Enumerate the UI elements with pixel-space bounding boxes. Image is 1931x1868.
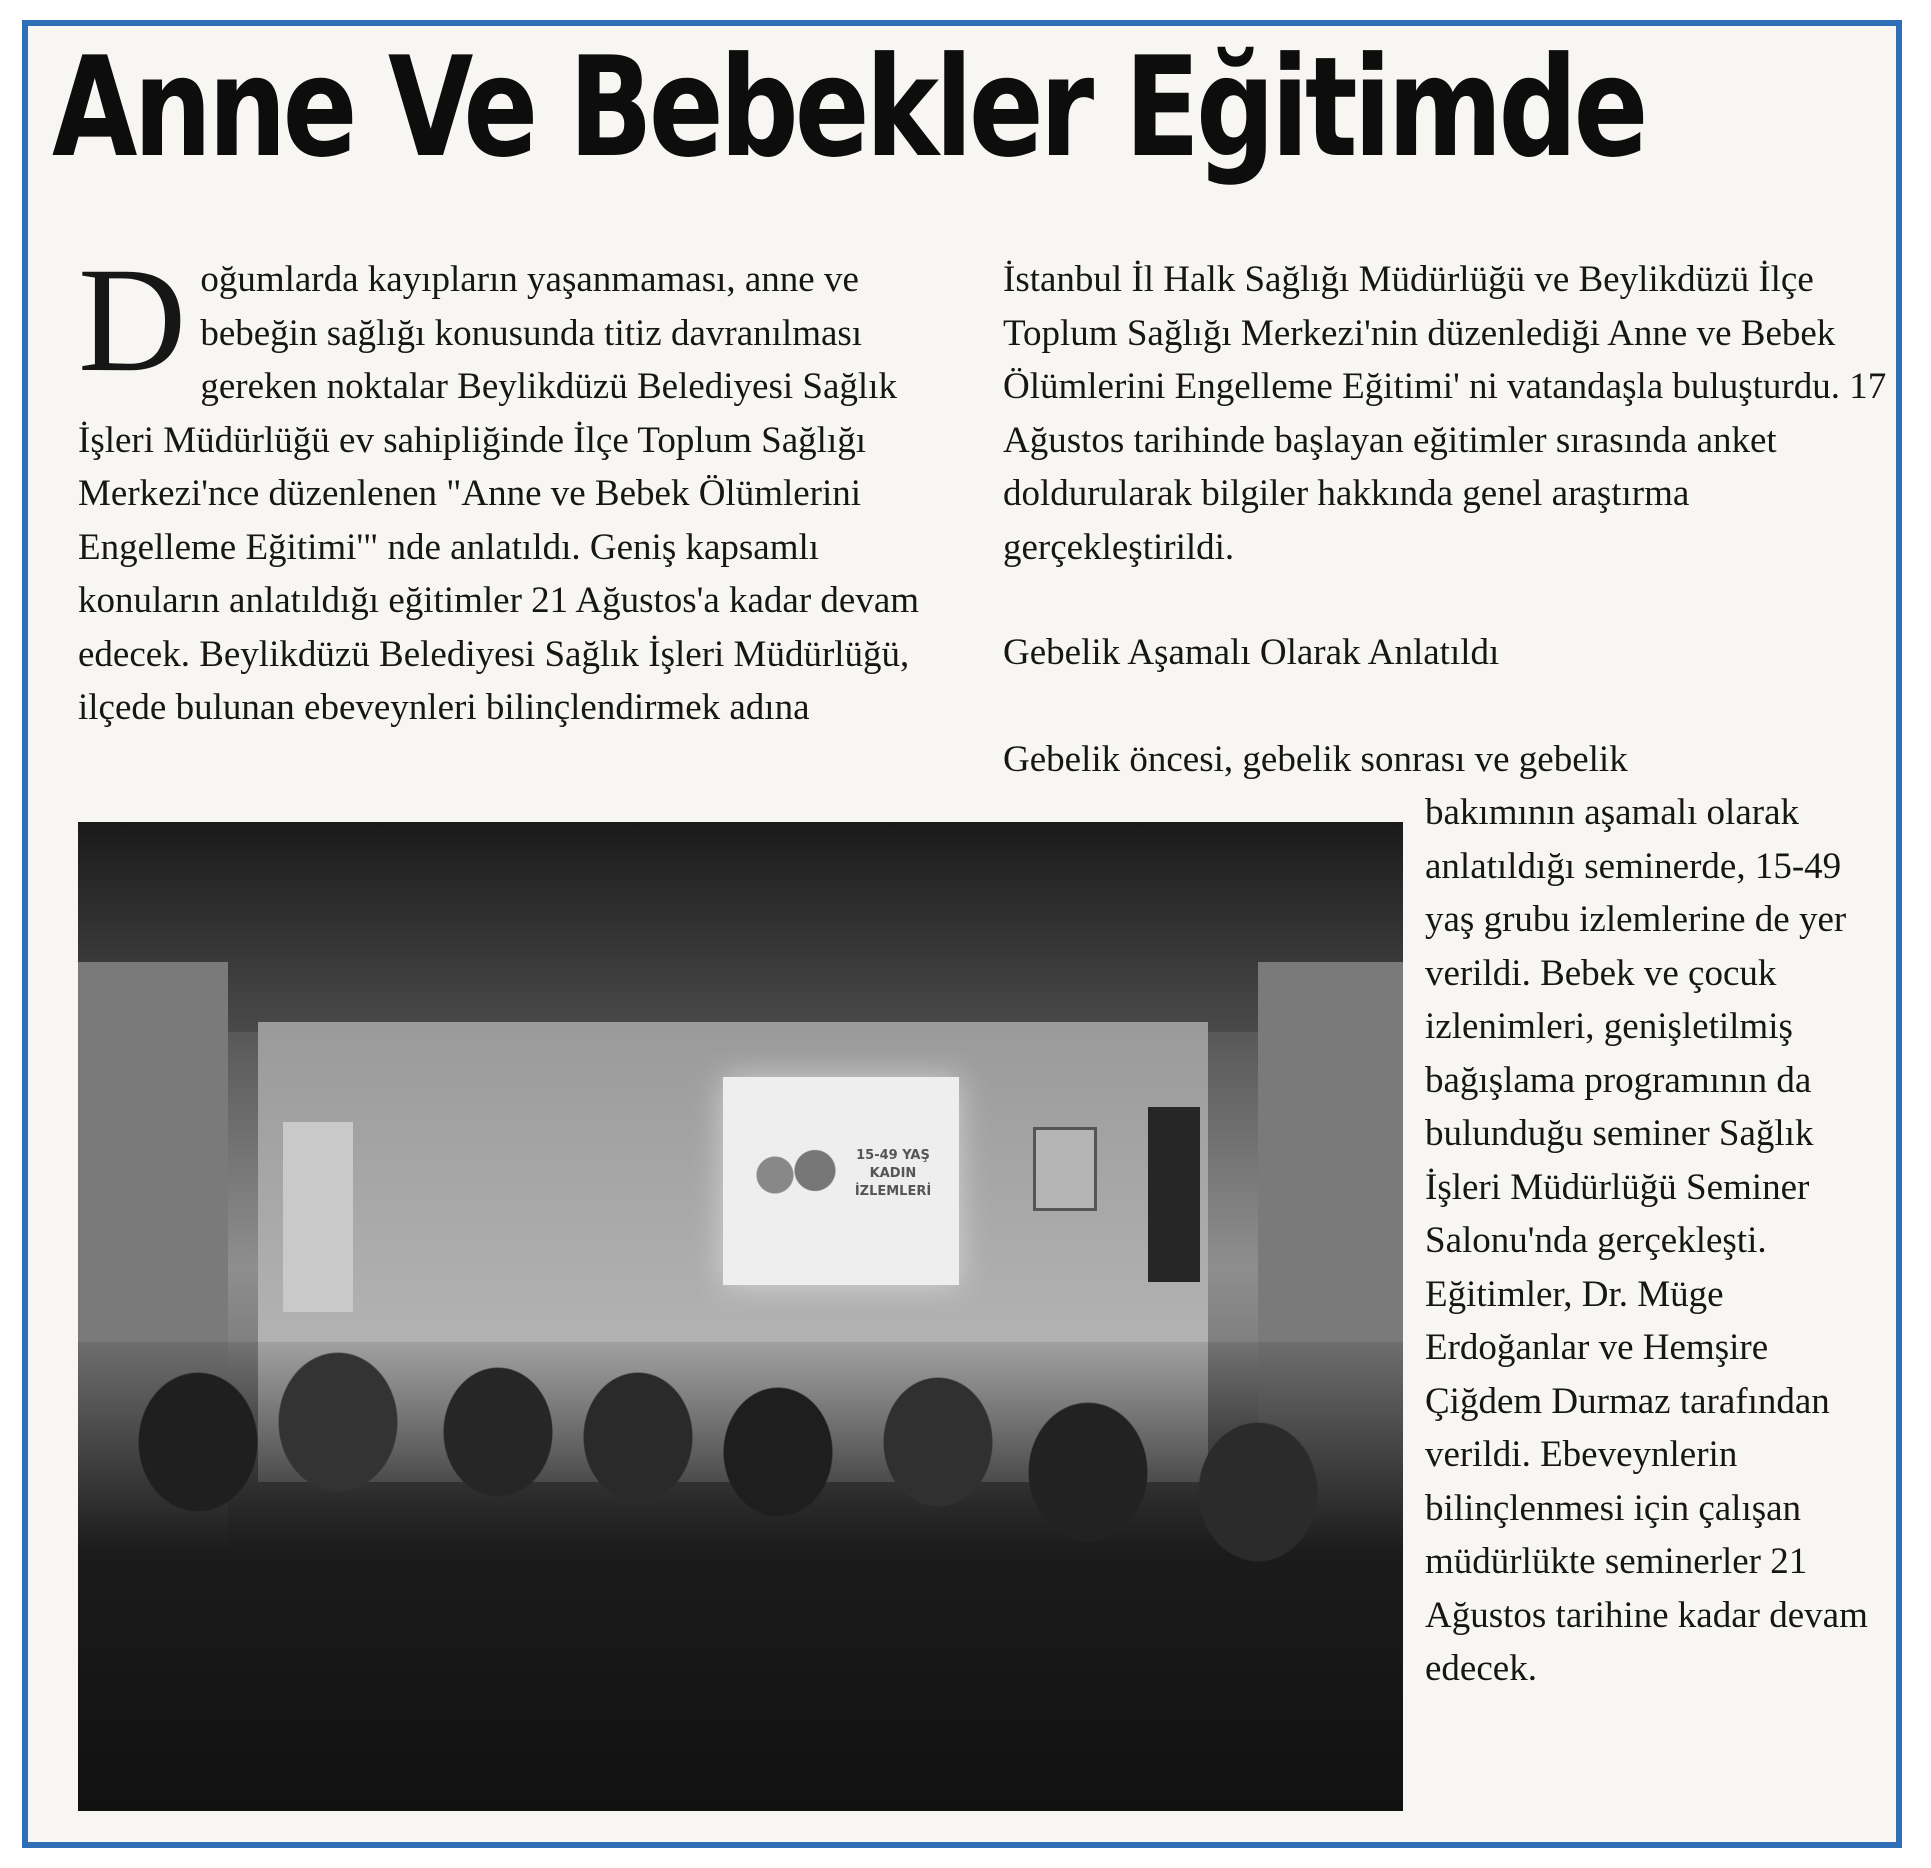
photo-banner [283, 1122, 353, 1312]
seminar-photo [78, 822, 1403, 1811]
subheading: Gebelik Aşamalı Olarak Anlatıldı [1003, 632, 1500, 673]
right-paragraph-1: İstanbul İl Halk Sağlığı Müdürlüğü ve Beylikdüzü İlçe Toplum Sağlığı Merkezi'nin düzenlediği Anne ve Bebek Ölümlerini Engelleme Eğitimi' ni vatandaşla buluşturdu. 17 Ağustos tarihinde başlayan eğitimler sırasında anket doldurularak bilgiler hakkında genel araştırma gerçekleştirildi. [1003, 259, 1887, 568]
article-headline: Anne Ve Bebekler Eğitimde [52, 27, 1645, 188]
photo-portrait [1033, 1127, 1097, 1211]
photo-audience [78, 1342, 1403, 1811]
photo-ceiling [78, 822, 1403, 1032]
right-paragraph-2-start: Gebelik öncesi, gebelik sonrası ve gebelik [1003, 739, 1628, 780]
lead-paragraph [78, 237, 968, 735]
photo-flag [1148, 1107, 1200, 1282]
projection-screen [723, 1077, 959, 1285]
lead-paragraph-text: oğumlarda kayıpların yaşanmaması, anne ve bebeğin sağlığı konusunda titiz davranılması gereken noktalar Beylikdüzü Belediyesi Sağlık İşleri Müdürlüğü ev sahipliğinde İlçe Toplum Sağlığı Merkezi'nce düzenlenen "Anne ve Bebek Ölümlerini Engelleme Eğitimi'" nde anlatıldı. Geniş kapsamlı konuların anlatıldığı eğitimler 21 Ağustos'a kadar devam edecek. Beylikdüzü Belediyesi Sağlık İşleri Müdürlüğü, ilçede bulunan ebeveynleri bilinçlendirmek adına [78, 259, 920, 728]
screen-faces-image [745, 1139, 845, 1229]
screen-caption: 15-49 YAŞ KADIN İZLEMLERİ [854, 1148, 932, 1199]
right-paragraph-2-rest: bakımının aşamalı olarak anlatıldığı seminerde, 15-49 yaş grubu izlemlerine de yer verildi. Bebek ve çocuk izlenimleri, genişletilmiş bağışlama programının da bulunduğu seminer Sağlık İşleri Müdürlüğü Seminer Salonu'nda gerçekleşti. Eğitimler, Dr. Müge Erdoğanlar ve Hemşire Çiğdem Durmaz tarafından verildi. Ebeveynlerin bilinçlenmesi için çalışan müdürlükte seminerler 21 Ağustos tarihine kadar devam edecek. [1425, 792, 1868, 1689]
drop-cap: D [78, 237, 187, 403]
